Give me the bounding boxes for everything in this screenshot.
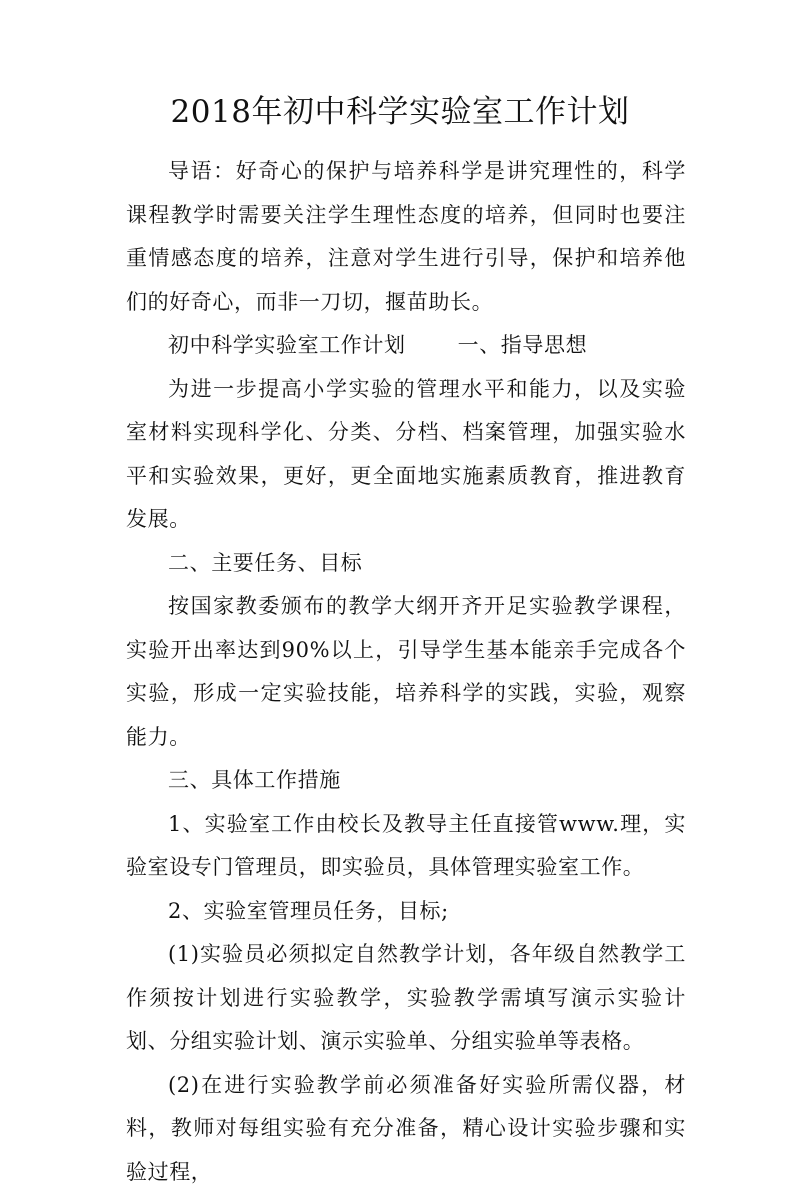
item2-1-paragraph: (1)实验员必须拟定自然教学计划，各年级自然教学工作须按计划进行实验教学，实验教学需填写演示实验计划、分组实验计划、演示实验单、分组实验单等表格。 (126, 933, 686, 1064)
intro-paragraph: 导语：好奇心的保护与培养科学是讲究理性的，科学课程教学时需要关注学生理性态度的培养，但同时也要注重情感态度的培养，注意对学生进行引导，保护和培养他们的好奇心，而非一刀切，揠苗助长。 (126, 150, 686, 324)
document-body (126, 150, 686, 1194)
section3-heading: 三、具体工作措施 (126, 759, 686, 803)
item2-2-paragraph: (2)在进行实验教学前必须准备好实验所需仪器，材料，教师对每组实验有充分准备，精心设计实验步骤和实验过程， (126, 1064, 686, 1194)
plan-name: 初中科学实验室工作计划 (168, 333, 406, 357)
document-title: 2018年初中科学实验室工作计划 (0, 92, 800, 132)
section1-heading: 一、指导思想 (458, 333, 588, 357)
section2-paragraph: 按国家教委颁布的教学大纲开齐开足实验教学课程，实验开出率达到90%以上，引导学生基本能亲手完成各个实验，形成一定实验技能，培养科学的实践，实验，观察能力。 (126, 585, 686, 759)
plan-heading-line (126, 324, 686, 368)
item1-paragraph: 1、实验室工作由校长及教导主任直接管www.理，实验室设专门管理员，即实验员，具体管理实验室工作。 (126, 803, 686, 890)
section1-paragraph: 为进一步提高小学实验的管理水平和能力，以及实验室材料实现科学化、分类、分档、档案管理，加强实验水平和实验效果，更好，更全面地实施素质教育，推进教育发展。 (126, 368, 686, 542)
section2-heading: 二、主要任务、目标 (126, 542, 686, 586)
item2-paragraph: 2、实验室管理员任务，目标; (126, 890, 686, 934)
